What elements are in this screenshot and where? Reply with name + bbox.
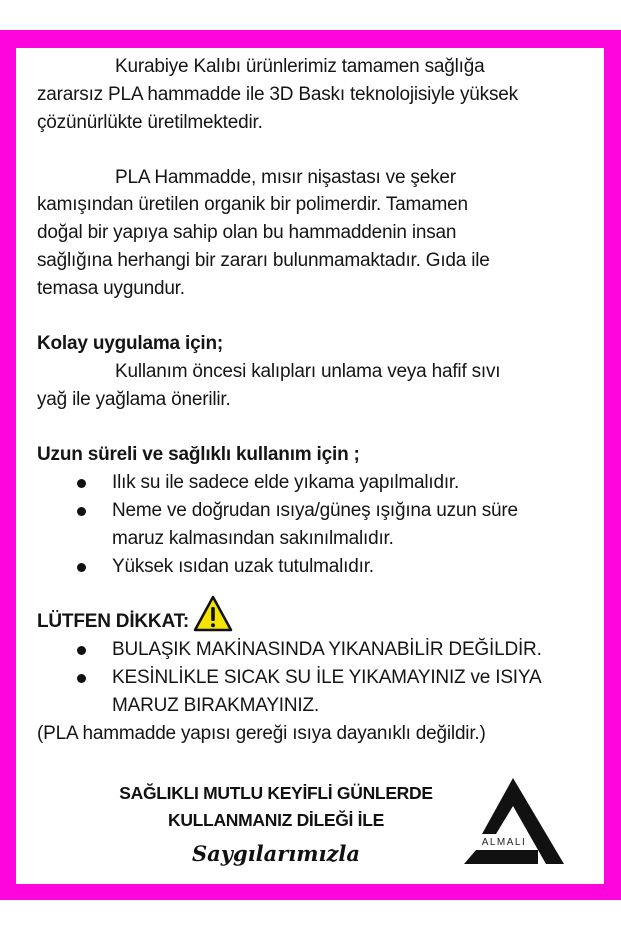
long-use-item-3: Yüksek ısıdan uzak tutulmalıdır. [112, 556, 374, 577]
bullet-icon [77, 674, 86, 683]
magenta-frame [0, 30, 621, 900]
bullet-icon [77, 507, 86, 516]
pla-line-1: PLA Hammadde, mısır nişastası ve şeker [115, 167, 456, 188]
bullet-icon [77, 563, 86, 572]
almali-triangle-logo [462, 776, 566, 868]
warning-item-2-line-1: KESİNLİKLE SICAK SU İLE YIKAMAYINIZ ve ISIYA [112, 667, 542, 688]
warning-triangle-icon [193, 595, 233, 633]
long-use-item-2-line-2: maruz kalmasından sakınılmalıdır. [112, 528, 394, 549]
intro-line-3: çözünürlükte üretilmektedir. [37, 112, 263, 133]
bullet-icon [77, 479, 86, 488]
intro-line-1: Kurabiye Kalıbı ürünlerimiz tamamen sağlığa [115, 56, 485, 77]
logo-text: ALMALI [481, 837, 527, 848]
pla-line-3: doğal bir yapıya sahip olan bu hammaddenin insan [37, 222, 457, 243]
info-card [16, 48, 604, 884]
pla-line-5: temasa uygundur. [37, 278, 185, 299]
signature: Saygılarımızla [192, 841, 360, 866]
warning-heading: LÜTFEN DİKKAT: [37, 611, 189, 632]
bullet-icon [77, 646, 86, 655]
pla-line-4: sağlığına herhangi bir zararı bulunmamaktadır. Gıda ile [37, 250, 490, 271]
long-use-item-2-line-1: Neme ve doğrudan ısıya/güneş ışığına uzun süre [112, 500, 518, 521]
closing-line-2: KULLANMANIZ DİLEĞİ İLE [167, 810, 385, 830]
intro-line-2: zararsız PLA hammadde ile 3D Baskı teknolojisiyle yüksek [37, 84, 518, 105]
long-use-heading: Uzun süreli ve sağlıklı kullanım için ; [37, 444, 360, 465]
warning-item-1: BULAŞIK MAKİNASINDA YIKANABİLİR DEĞİLDİR. [112, 639, 542, 660]
warning-item-2-line-2: MARUZ BIRAKMAYINIZ. [112, 695, 319, 716]
easy-use-line-2: yağ ile yağlama önerilir. [37, 389, 231, 410]
long-use-item-1: Ilık su ile sadece elde yıkama yapılmalıdır. [112, 472, 460, 493]
warning-note: (PLA hammadde yapısı gereği ısıya dayanıklı değildir.) [37, 723, 486, 744]
pla-line-2: kamışından üretilen organik bir polimerdir. Tamamen [37, 194, 468, 215]
closing-line-1: SAĞLIKLI MUTLU KEYİFLİ GÜNLERDE [119, 783, 433, 803]
easy-use-heading: Kolay uygulama için; [37, 333, 224, 354]
easy-use-line-1: Kullanım öncesi kalıpları unlama veya hafif sıvı [115, 361, 501, 382]
